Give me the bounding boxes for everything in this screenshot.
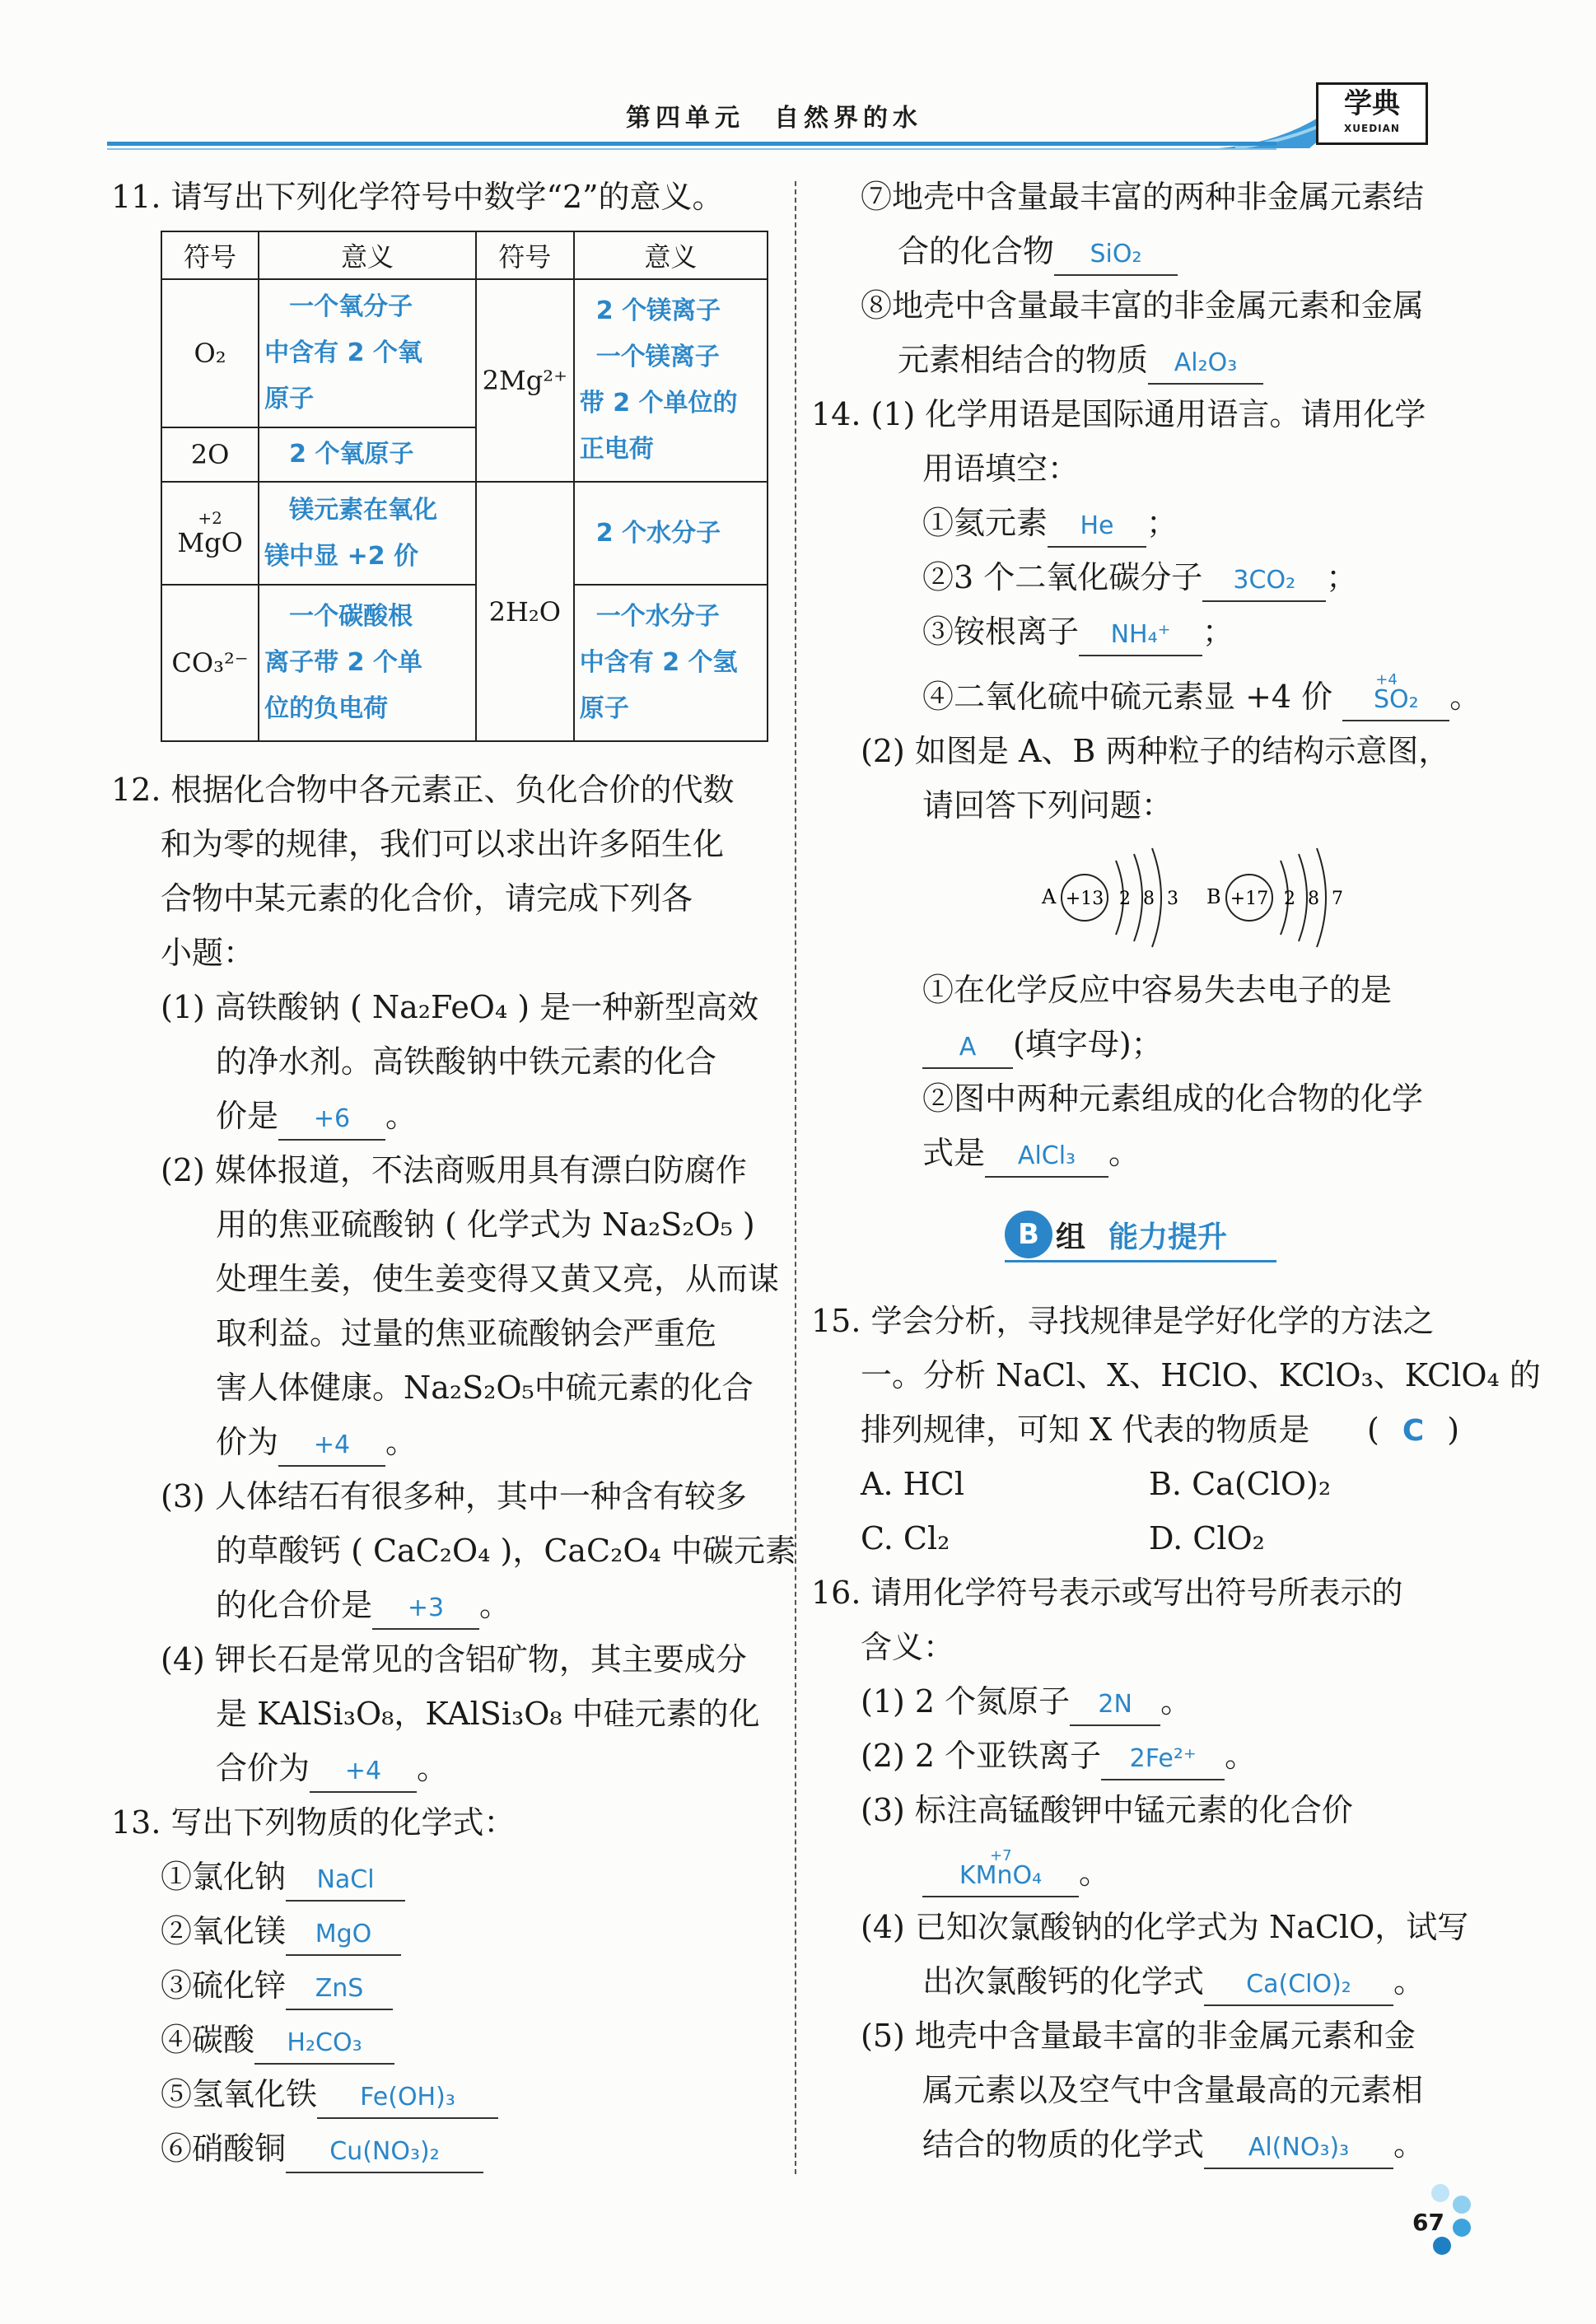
footer-dot-decoration: [1431, 2184, 1449, 2202]
logo-subtext: XUEDIAN: [1344, 123, 1400, 134]
q14-sub4-period: 。: [1449, 679, 1482, 715]
q14-sub1-semicolon: ；: [1146, 505, 1178, 541]
q16-sub5-prompt: 结合的物质的化学式: [922, 2126, 1205, 2163]
q16-sub1-prompt: (1) 2 个氮原子: [861, 1683, 1071, 1720]
q11-h2o-line1: 2 个水分子: [595, 518, 721, 548]
q14-answer-4: [1342, 671, 1449, 721]
q12-p4-line3: [216, 1748, 448, 1793]
q11-mg2-line3: 带 2 个单位的: [579, 389, 738, 418]
q15-option-a: A. HCl: [861, 1466, 964, 1502]
q12-p3-line2: 的草酸钙 ( CaC₂O₄ )，CaC₂O₄ 中碳元素: [216, 1533, 796, 1569]
q11-table: [161, 231, 768, 742]
q14-answer-4-valence: +4: [1375, 671, 1398, 688]
q11-co3-line1: 一个碳酸根: [289, 602, 413, 631]
q14-sub2-prompt: ②3 个二氧化碳分子: [922, 559, 1203, 595]
q11-mg2-symbol: 2Mg²⁺: [476, 279, 574, 482]
q16-sub4-line2: [922, 1962, 1425, 2006]
q12-p1-period: 。: [385, 1098, 418, 1134]
q14-r1-answer: A: [922, 1028, 1013, 1069]
q12-line1: 12. 根据化合物中各元素正、负化合价的代数: [111, 772, 735, 808]
q13-item-3-answer: ZnS: [286, 1969, 393, 2010]
q15-close-paren: ): [1447, 1412, 1460, 1448]
atom-structure-diagram: [1034, 844, 1363, 951]
q14-sub1: [922, 503, 1178, 548]
q15-line3: 排列规律，可知 X 代表的物质是: [861, 1412, 1310, 1448]
q13-item-4-label: ④碳酸: [161, 2022, 255, 2058]
q12-p1-line1: (1) 高铁酸钠 ( Na₂FeO₄ ) 是一种新型高效: [161, 989, 759, 1025]
q13-item-4-answer: H₂CO₃: [254, 2023, 394, 2065]
q11-mgo-symbol: [161, 482, 259, 585]
atom-b-electrons: 2 8 7: [1284, 889, 1346, 909]
q16-sub2-period: 。: [1225, 1738, 1257, 1774]
q11-co3-line3: 位的负电荷: [264, 694, 389, 723]
q13-stem: 13. 写出下列物质的化学式：: [111, 1804, 516, 1841]
q12-p3-line1: (3) 人体结石有很多种，其中一种含有较多: [161, 1478, 747, 1514]
q11-mg2-line1: 2 个镁离子: [595, 296, 721, 325]
q12-p2-line5: 害人体健康。Na₂S₂O₅中硫元素的化合: [216, 1370, 754, 1406]
q11-o2-line3: 原子: [264, 385, 315, 413]
q15-option-b: B. Ca(ClO)₂: [1149, 1466, 1332, 1502]
q13-item-7-line1: ⑦地壳中含量最丰富的两种非金属元素结: [861, 179, 1425, 215]
q14-line2: 用语填空：: [922, 450, 1080, 487]
q16-sub4-line1: (4) 已知次氯酸钠的化学式为 NaClO，试写: [861, 1909, 1469, 1945]
footer-dot-decoration: [1433, 2237, 1451, 2255]
q11-header-symbol-2: 符号: [476, 231, 574, 279]
q12-line2: 和为零的规律，我们可以求出许多陌生化: [161, 826, 725, 862]
header-rule-thin: [107, 148, 1276, 150]
q13-item-2-label: ②氧化镁: [161, 1913, 287, 1949]
q12-p2-line1: (2) 媒体报道，不法商贩用具有漂白防腐作: [161, 1152, 747, 1188]
q12-p2-period: 。: [385, 1424, 418, 1460]
q13-item-7-line2: [898, 231, 1178, 276]
q16-sub1-period: 。: [1160, 1683, 1192, 1720]
q16-sub3-answer-line: [922, 1847, 1111, 1897]
q13-item-3-label: ③硫化锌: [161, 1967, 287, 2004]
q12-p2-line3: 处理生姜，使生姜变得又黄又亮，从而谋: [216, 1261, 780, 1297]
q13-item-1: [161, 1857, 405, 1902]
atom-a-electrons: 2 8 3: [1119, 889, 1182, 909]
q15-answer-bracket: [1367, 1410, 1459, 1451]
q11-co3-symbol: CO₃²⁻: [161, 585, 259, 741]
q16-sub5-line2: 属元素以及空气中含量最高的元素相: [922, 2072, 1424, 2108]
q11-h2o-symbol: 2H₂O: [476, 482, 574, 741]
q16-sub3-period: 。: [1079, 1855, 1111, 1891]
q12-p2-line2: 用的焦亚硫酸钠 ( 化学式为 Na₂S₂O₅ ): [216, 1206, 755, 1243]
q12-p2-line4: 取利益。过量的焦亚硫酸钠会严重危: [216, 1315, 717, 1351]
q11-h2o-line2: 一个水分子: [595, 602, 720, 631]
q11-h2o-meaning-a: [574, 482, 768, 585]
q11-co3-meaning: [259, 585, 476, 741]
q14-sub3: [922, 612, 1234, 656]
column-divider: [795, 181, 796, 2174]
q14-r1-suffix: (填字母)；: [1013, 1026, 1163, 1062]
q11-o2-line2: 中含有 2 个氧: [264, 338, 422, 367]
q11-co3-line2: 离子带 2 个单: [264, 648, 422, 677]
q16-sub3: (3) 标注高锰酸钾中锰元素的化合价: [861, 1792, 1353, 1828]
q11-o2-symbol: O₂: [161, 279, 259, 427]
q16-line1: 16. 请用化学符号表示或写出符号所表示的: [811, 1575, 1403, 1611]
q15-option-d: D. ClO₂: [1149, 1520, 1265, 1556]
q13-item-1-label: ①氯化钠: [161, 1859, 287, 1895]
q15-line2: 一。分析 NaCl、X、HClO、KClO₃、KClO₄ 的: [861, 1357, 1541, 1393]
q12-answer-1: +6: [278, 1099, 385, 1141]
q14-r1-line2: [922, 1024, 1163, 1069]
q15-answer: C: [1402, 1414, 1425, 1448]
q15-line1: 15. 学会分析，寻找规律是学好化学的方法之: [811, 1303, 1435, 1339]
q14-sub2-semicolon: ；: [1326, 559, 1358, 595]
q14-answer-4-formula: SO₂: [1373, 685, 1419, 714]
q13-item-5-label: ⑤氢氧化铁: [161, 2076, 318, 2112]
q11-mgo-formula: MgO: [177, 526, 243, 558]
logo-text: 学典: [1344, 87, 1400, 120]
q12-p1-prompt: 价是: [216, 1098, 279, 1134]
q13-item-4: [161, 2020, 394, 2065]
group-b-heading: [1005, 1211, 1276, 1260]
q11-o2-meaning: [259, 279, 476, 427]
q16-sub1: [861, 1682, 1192, 1726]
q11-stem: 11. 请写出下列化学符号中数学“2”的意义。: [111, 179, 724, 215]
q11-mg2-meaning: [574, 279, 768, 482]
q13-item-8-answer: Al₂O₃: [1148, 343, 1263, 385]
q15-open-paren: (: [1367, 1412, 1379, 1448]
q13-item-2: [161, 1911, 401, 1956]
xuedian-logo: [1316, 82, 1428, 145]
q12-p4-period: 。: [417, 1750, 449, 1786]
q13-item-5: [161, 2074, 498, 2119]
q11-header-meaning-2: 意义: [574, 231, 768, 279]
q11-2o-line1: 2 个氧原子: [289, 440, 414, 469]
q14-sub4-prompt: ④二氧化硫中硫元素显 +4 价: [922, 679, 1333, 715]
atom-a-nucleus-charge: +13: [1065, 889, 1104, 909]
q15-option-c: C. Cl₂: [861, 1520, 950, 1556]
q14-r2-line1: ②图中两种元素组成的化合物的化学: [922, 1080, 1424, 1117]
q11-header-symbol-1: 符号: [161, 231, 259, 279]
q11-h2o-line4: 原子: [579, 694, 629, 723]
q12-line4: 小题：: [161, 935, 255, 971]
q13-item-3: [161, 1966, 393, 2010]
q11-o2-line1: 一个氧分子: [289, 292, 413, 321]
q13-item-1-answer: NaCl: [286, 1860, 405, 1902]
q11-2o-meaning: [259, 427, 476, 482]
q14-sub3-semicolon: ；: [1202, 614, 1234, 650]
q14-sub3-prompt: ③铵根离子: [922, 614, 1080, 650]
group-b-title: 能力提升: [1108, 1220, 1228, 1254]
atom-a-label: A: [1042, 885, 1057, 908]
footer-dot-decoration: [1453, 2196, 1471, 2214]
q11-h2o-line3: 中含有 2 个氢: [579, 648, 738, 677]
q13-item-6-label: ⑥硝酸铜: [161, 2130, 287, 2167]
q14-r2-line2: [922, 1133, 1140, 1178]
q16-sub5-line3: [922, 2125, 1425, 2169]
q12-p4-line1: (4) 钾长石是常见的含铝矿物，其主要成分: [161, 1641, 747, 1678]
q16-answer-5: Al(NO₃)₃: [1204, 2128, 1393, 2169]
q13-item-8-prompt: 元素相结合的物质: [898, 342, 1149, 378]
q16-answer-3-formula: KMnO₄: [959, 1861, 1043, 1890]
q12-answer-4: +4: [310, 1752, 417, 1793]
q11-mgo-meaning: [259, 482, 476, 585]
q12-answer-2: +4: [278, 1426, 385, 1467]
q12-p3-period: 。: [479, 1587, 511, 1623]
group-b-underline: [1005, 1260, 1276, 1262]
q13-item-6: [161, 2129, 483, 2173]
q14-line1: 14. (1) 化学用语是国际通用语言。请用化学: [811, 396, 1426, 432]
q14-sub2: [922, 558, 1357, 602]
page-number: 67: [1412, 2209, 1444, 2236]
q14-sub1-prompt: ①氦元素: [922, 505, 1048, 541]
q16-sub5-period: 。: [1393, 2126, 1426, 2163]
q12-p3-prompt: 的化合价是: [216, 1587, 373, 1623]
q13-item-8-line1: ⑧地壳中含量最丰富的非金属元素和金属: [861, 287, 1425, 324]
q11-mg2-line4: 正电荷: [579, 435, 654, 464]
q16-line2: 含义：: [861, 1629, 955, 1665]
q13-item-7-answer: SiO₂: [1054, 235, 1178, 276]
q12-p2-prompt: 价为: [216, 1424, 279, 1460]
group-b-zu: 组: [1056, 1220, 1086, 1254]
q12-answer-3: +3: [372, 1589, 479, 1630]
q16-answer-2: 2Fe²⁺: [1101, 1739, 1225, 1780]
q16-sub4-prompt: 出次氯酸钙的化学式: [922, 1963, 1205, 2000]
group-b-badge: B: [1005, 1211, 1052, 1258]
q12-p4-prompt: 合价为: [216, 1750, 310, 1786]
q16-sub2: [861, 1736, 1256, 1780]
q11-mgo-line2: 镁中显 +2 价: [264, 541, 419, 571]
q14-answer-2: 3CO₂: [1202, 561, 1326, 602]
q14-r2-period: 。: [1108, 1135, 1141, 1171]
q14-answer-3: NH₄⁺: [1079, 615, 1202, 656]
q11-mg2-line2: 一个镁离子: [595, 343, 720, 371]
q12-p4-line2: 是 KAlSi₃O₈，KAlSi₃O₈ 中硅元素的化: [216, 1696, 760, 1732]
q12-line3: 合物中某元素的化合价，请完成下列各: [161, 880, 693, 917]
q12-p3-line3: [216, 1585, 511, 1630]
q13-item-6-answer: Cu(NO₃)₂: [286, 2132, 483, 2173]
q16-sub2-prompt: (2) 2 个亚铁离子: [861, 1738, 1102, 1774]
q14-answer-1: He: [1048, 506, 1146, 548]
q16-sub4-period: 。: [1393, 1963, 1426, 2000]
q16-answer-3-valence: +7: [990, 1847, 1012, 1864]
q16-sub5-line1: (5) 地壳中含量最丰富的非金属元素和金: [861, 2018, 1416, 2054]
header-rule: [107, 142, 1276, 146]
atom-b-label: B: [1206, 885, 1221, 908]
q13-item-8-line2: [898, 340, 1263, 385]
footer-dot-decoration: [1453, 2219, 1471, 2237]
q11-header-meaning-1: 意义: [259, 231, 476, 279]
q11-2o-symbol: 2O: [161, 427, 259, 482]
q14-r2-answer: AlCl₃: [985, 1136, 1108, 1178]
q11-mgo-line1: 镁元素在氧化: [289, 495, 438, 525]
q14-r2-prompt: 式是: [922, 1135, 986, 1171]
atom-b-nucleus-charge: +17: [1230, 889, 1269, 909]
q16-answer-4: Ca(ClO)₂: [1204, 1965, 1393, 2006]
q12-p2-line6: [216, 1422, 417, 1467]
q14-p2-line2: 请回答下列问题：: [922, 787, 1174, 824]
q16-answer-1: 2N: [1070, 1685, 1160, 1726]
q11-mgo-valence: +2: [198, 507, 222, 528]
running-header: 第四单元 自然界的水: [626, 104, 922, 133]
q16-answer-3: [922, 1847, 1079, 1897]
q14-sub4: [922, 671, 1482, 721]
q14-r1-line1: ①在化学反应中容易失去电子的是: [922, 972, 1393, 1008]
q13-item-2-answer: MgO: [286, 1915, 401, 1956]
q11-h2o-meaning-b: [574, 585, 768, 741]
q12-p1-line2: 的净水剂。高铁酸钠中铁元素的化合: [216, 1043, 717, 1080]
q13-item-5-answer: Fe(OH)₃: [317, 2078, 498, 2119]
q13-item-7-prompt: 合的化合物: [898, 233, 1055, 269]
q12-p1-line3: [216, 1096, 417, 1141]
q14-p2-line1: (2) 如图是 A、B 两种粒子的结构示意图，: [861, 733, 1450, 769]
